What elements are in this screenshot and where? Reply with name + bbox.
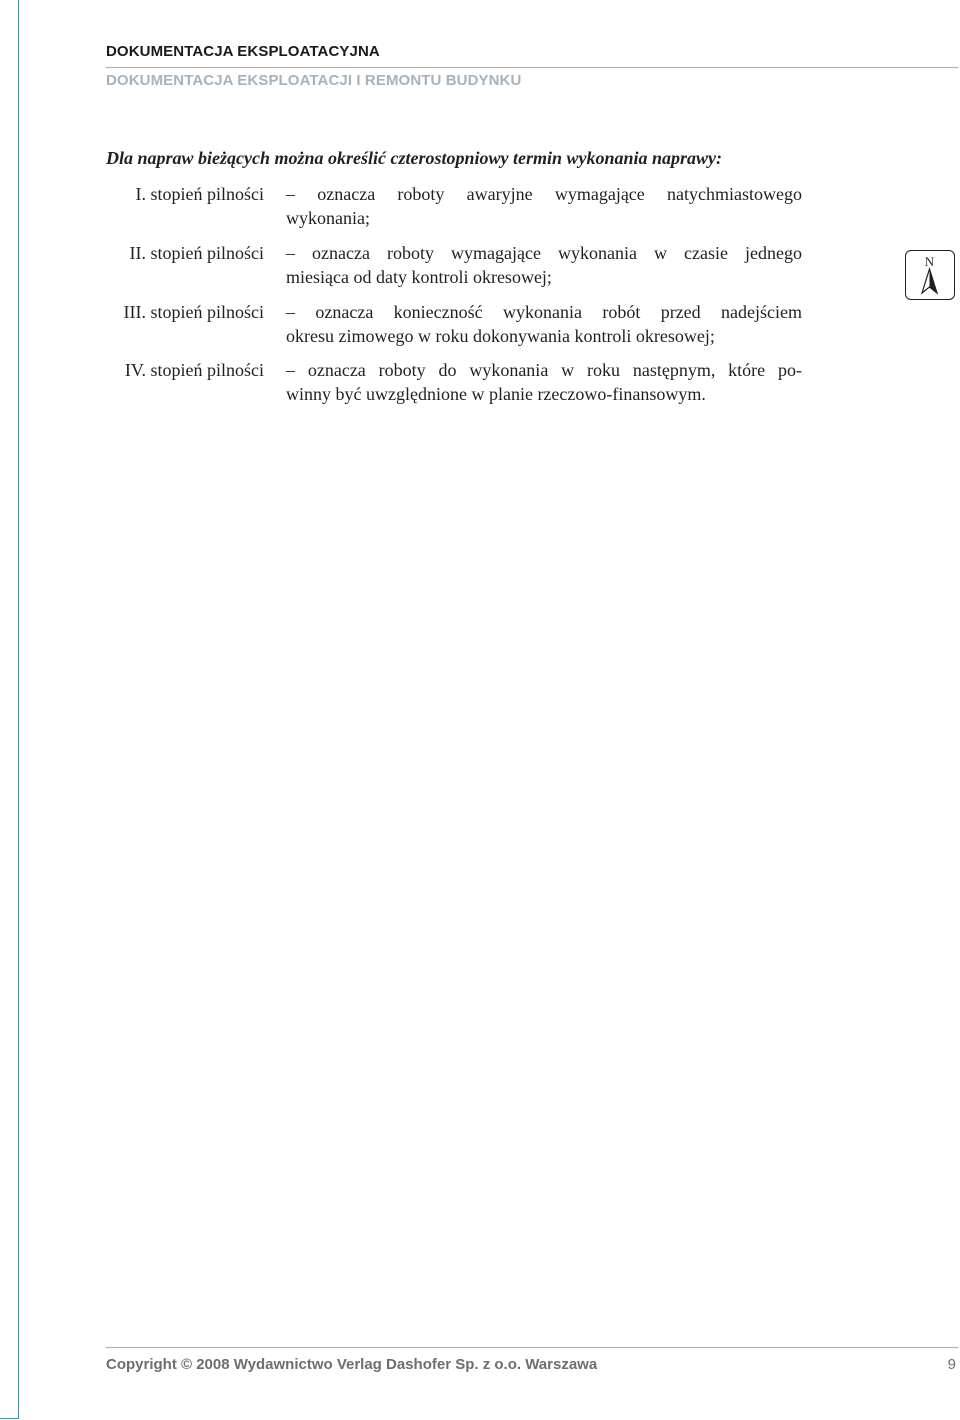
header-divider [106,67,958,68]
urgency-level-label: IV. stopień pilności [124,360,264,380]
urgency-level-description [286,358,802,406]
page-frame-left [0,0,19,1419]
page-number: 9 [947,1356,956,1373]
urgency-level-description [286,241,802,289]
description-line: miesiąca od daty kontroli okresowej; [286,267,552,287]
urgency-level-description [286,182,802,230]
footer-divider [106,1347,958,1348]
description-line: – oznacza roboty awaryjne wymagające natychmiastowego [286,184,802,204]
urgency-level-label: I. stopień pilności [135,184,264,204]
urgency-level-label: III. stopień pilności [123,302,264,322]
description-line: – oznacza konieczność wykonania robót przed nadejściem [286,302,802,322]
description-line: – oznacza roboty wymagające wykonania w czasie jednego [286,243,802,263]
description-line: wykonania; [286,208,370,228]
north-letter: N [924,254,935,269]
description-line: – oznacza roboty do wykonania w roku następnym, które po- [286,360,802,380]
header-title: DOKUMENTACJA EKSPLOATACYJNA [106,43,380,60]
north-arrow-graphic [906,251,953,298]
north-arrow-icon [905,250,955,300]
urgency-level-description [286,300,802,348]
urgency-level-label: II. stopień pilności [129,243,264,263]
description-line: winny być uwzględnione w planie rzeczowo-finansowym. [286,384,706,404]
footer-copyright: Copyright © 2008 Wydawnictwo Verlag Dashofer Sp. z o.o. Warszawa [106,1356,598,1373]
description-line: okresu zimowego w roku dokonywania kontroli okresowej; [286,326,715,346]
header-subtitle: DOKUMENTACJA EKSPLOATACJI I REMONTU BUDYNKU [106,72,522,89]
intro-heading: Dla napraw bieżących można określić czterostopniowy termin wykonania naprawy: [106,148,723,168]
